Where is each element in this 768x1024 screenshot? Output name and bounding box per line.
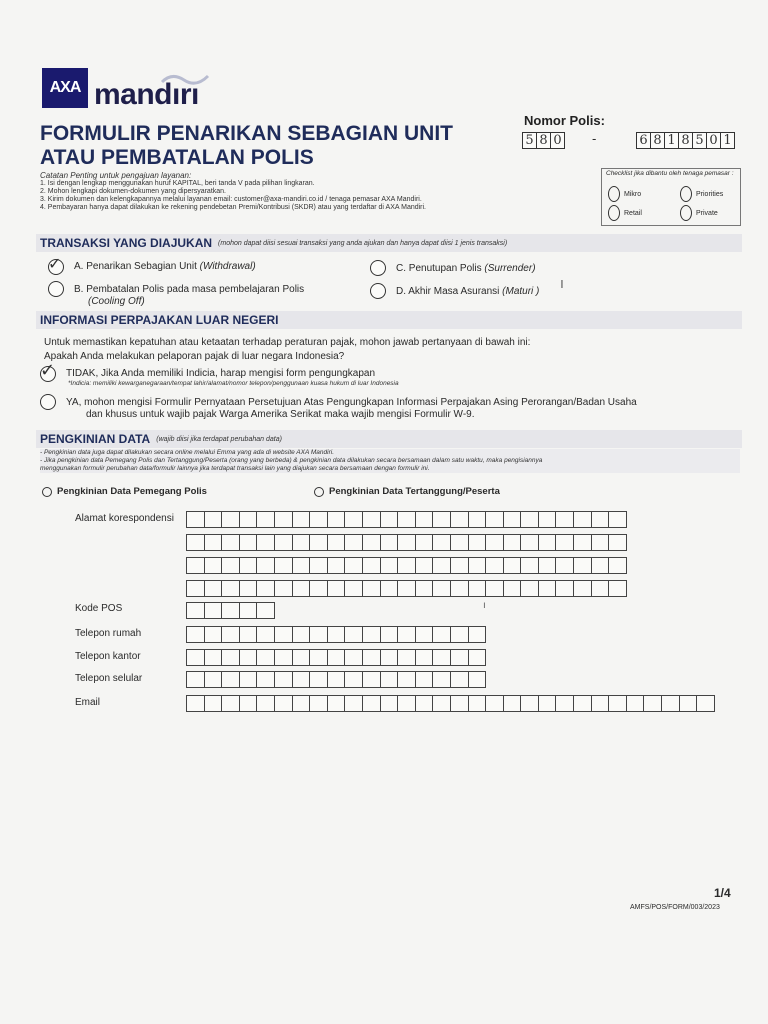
input-cell[interactable] (468, 671, 487, 688)
polis-digit[interactable]: 8 (536, 132, 551, 149)
input-cell[interactable] (503, 557, 522, 574)
input-cell[interactable] (432, 511, 451, 528)
input-cell[interactable] (591, 580, 610, 597)
telepon-kantor-label: Telepon kantor (75, 651, 141, 662)
input-cell[interactable] (415, 580, 434, 597)
input-cell[interactable] (380, 557, 399, 574)
input-cell[interactable] (591, 534, 610, 551)
polis-digit[interactable]: 0 (706, 132, 721, 149)
checklist-priorities[interactable]: Priorities (680, 186, 723, 202)
input-cell[interactable] (555, 695, 574, 712)
input-cell[interactable] (415, 695, 434, 712)
alamat-row-2[interactable] (186, 534, 626, 551)
nomor-polis-group2[interactable] (636, 132, 734, 149)
input-cell[interactable] (397, 557, 416, 574)
tidak-label: TIDAK, Jika Anda memiliki Indicia, harap mengisi form pengungkapan (66, 368, 376, 379)
input-cell[interactable] (520, 695, 539, 712)
input-cell[interactable] (380, 671, 399, 688)
input-cell[interactable] (573, 695, 592, 712)
pajak-intro-2: Apakah Anda melakukan pelaporan pajak di luar negara Indonesia? (44, 351, 345, 362)
input-cell[interactable] (309, 626, 328, 643)
input-cell[interactable] (221, 626, 240, 643)
input-cell[interactable] (380, 649, 399, 666)
input-cell[interactable] (327, 511, 346, 528)
input-cell[interactable] (450, 695, 469, 712)
input-cell[interactable] (204, 671, 223, 688)
section-transaksi: TRANSAKSI YANG DIAJUKAN (mohon dapat diisi sesuai transaksi yang anda ajukan dan hanya dapat diisi 1 jenis transaksi) (36, 234, 742, 252)
input-cell[interactable] (186, 649, 205, 666)
input-cell[interactable] (362, 626, 381, 643)
input-cell[interactable] (239, 671, 258, 688)
mandiri-logo-text: mandırı (94, 78, 199, 111)
input-cell[interactable] (274, 626, 293, 643)
input-cell[interactable] (520, 511, 539, 528)
input-cell[interactable] (309, 534, 328, 551)
input-cell[interactable] (186, 534, 205, 551)
radio-ya[interactable] (40, 394, 56, 410)
pencil-mark: ı (483, 600, 486, 611)
section-pajak: INFORMASI PERPAJAKAN LUAR NEGERI (36, 311, 742, 329)
input-cell[interactable] (415, 649, 434, 666)
input-cell[interactable] (485, 534, 504, 551)
telepon-selular-input[interactable] (186, 671, 485, 688)
email-label: Email (75, 697, 101, 708)
checklist-private[interactable]: Private (680, 205, 718, 221)
polis-digit[interactable]: 5 (522, 132, 537, 149)
nomor-polis-group1[interactable] (522, 132, 564, 149)
alamat-label: Alamat korespondensi (75, 513, 174, 524)
input-cell[interactable] (292, 534, 311, 551)
input-cell[interactable] (608, 695, 627, 712)
input-cell[interactable] (204, 534, 223, 551)
input-cell[interactable] (485, 511, 504, 528)
radio-c-surrender[interactable] (370, 260, 386, 276)
input-cell[interactable] (204, 649, 223, 666)
input-cell[interactable] (274, 557, 293, 574)
oval-checkbox-icon[interactable] (608, 186, 620, 202)
oval-checkbox-icon[interactable] (680, 186, 692, 202)
input-cell[interactable] (274, 649, 293, 666)
polis-digit[interactable]: 0 (550, 132, 565, 149)
input-cell[interactable] (362, 671, 381, 688)
input-cell[interactable] (555, 580, 574, 597)
input-cell[interactable] (327, 534, 346, 551)
input-cell[interactable] (292, 626, 311, 643)
input-cell[interactable] (239, 580, 258, 597)
input-cell[interactable] (380, 511, 399, 528)
nomor-polis-separator: - (592, 131, 597, 146)
input-cell[interactable] (239, 534, 258, 551)
input-cell[interactable] (256, 649, 275, 666)
telepon-selular-label: Telepon selular (75, 673, 143, 684)
input-cell[interactable] (555, 557, 574, 574)
input-cell[interactable] (239, 626, 258, 643)
pengkinian-notes: - Pengkinian data juga dapat dilakukan secara online melalui Emma yang ada di website AXA Mandiri. - Jika pengkinian data Pemegang Polis dan Tertanggung/Peserta (orang yang berbeda) & pengkinian data dilakukan secara bersamaan dalam satu waktu, maka pengisiannya menggunakan formulir perubahan data/formulir lainnya jika terdapat transaksi lain yang diajukan secara bersamaan dengan formulir ini. (40, 449, 740, 473)
input-cell[interactable] (292, 671, 311, 688)
tertanggung-label: Pengkinian Data Tertanggung/Peserta (329, 486, 500, 497)
option-d-label: D. Akhir Masa Asuransi (Maturi ) (396, 286, 540, 297)
input-cell[interactable] (327, 626, 346, 643)
alamat-row-1[interactable] (186, 511, 626, 528)
oval-checkbox-icon[interactable] (680, 205, 692, 221)
input-cell[interactable] (292, 511, 311, 528)
radio-tertanggung[interactable] (314, 487, 324, 497)
checklist-box: Checklist jika dibantu oleh tenaga pemasar : Mikro Retail Priorities Private (601, 168, 741, 226)
input-cell[interactable] (221, 557, 240, 574)
input-cell[interactable] (292, 649, 311, 666)
input-cell[interactable] (327, 695, 346, 712)
input-cell[interactable] (432, 534, 451, 551)
input-cell[interactable] (327, 557, 346, 574)
input-cell[interactable] (239, 649, 258, 666)
input-cell[interactable] (274, 695, 293, 712)
input-cell[interactable] (608, 580, 627, 597)
input-cell[interactable] (608, 534, 627, 551)
input-cell[interactable] (450, 626, 469, 643)
nomor-polis-label: Nomor Polis: (524, 113, 605, 128)
checklist-retail[interactable]: Retail (608, 205, 642, 221)
input-cell[interactable] (450, 671, 469, 688)
input-cell[interactable] (362, 557, 381, 574)
input-cell[interactable] (520, 580, 539, 597)
input-cell[interactable] (362, 534, 381, 551)
polis-digit[interactable]: 8 (650, 132, 665, 149)
input-cell[interactable] (432, 671, 451, 688)
input-cell[interactable] (344, 649, 363, 666)
polis-digit[interactable]: 1 (664, 132, 679, 149)
input-cell[interactable] (256, 695, 275, 712)
input-cell[interactable] (450, 534, 469, 551)
checklist-mikro[interactable]: Mikro (608, 186, 641, 202)
input-cell[interactable] (309, 695, 328, 712)
input-cell[interactable] (186, 557, 205, 574)
oval-checkbox-icon[interactable] (608, 205, 620, 221)
input-cell[interactable] (538, 557, 557, 574)
input-cell[interactable] (380, 534, 399, 551)
input-cell[interactable] (362, 580, 381, 597)
input-cell[interactable] (186, 626, 205, 643)
alamat-row-4[interactable] (186, 580, 626, 597)
form-code: AMFS/POS/FORM/003/2023 (630, 904, 720, 911)
input-cell[interactable] (397, 671, 416, 688)
input-cell[interactable] (186, 580, 205, 597)
input-cell[interactable] (292, 580, 311, 597)
input-cell[interactable] (274, 580, 293, 597)
option-c-label: C. Penutupan Polis (Surrender) (396, 263, 536, 274)
input-cell[interactable] (503, 580, 522, 597)
input-cell[interactable] (239, 511, 258, 528)
input-cell[interactable] (327, 580, 346, 597)
polis-digit[interactable]: 1 (720, 132, 735, 149)
input-cell[interactable] (432, 580, 451, 597)
input-cell[interactable] (555, 534, 574, 551)
input-cell[interactable] (397, 695, 416, 712)
input-cell[interactable] (362, 695, 381, 712)
input-cell[interactable] (432, 695, 451, 712)
input-cell[interactable] (239, 602, 258, 619)
input-cell[interactable] (591, 557, 610, 574)
input-cell[interactable] (415, 626, 434, 643)
input-cell[interactable] (362, 511, 381, 528)
input-cell[interactable] (344, 511, 363, 528)
pajak-intro-1: Untuk memastikan kepatuhan atau ketaatan terhadap peraturan pajak, mohon jawab pertanyaan di bawah ini: (44, 337, 531, 348)
input-cell[interactable] (239, 557, 258, 574)
input-cell[interactable] (450, 580, 469, 597)
input-cell[interactable] (292, 695, 311, 712)
input-cell[interactable] (292, 557, 311, 574)
input-cell[interactable] (485, 695, 504, 712)
input-cell[interactable] (309, 580, 328, 597)
radio-b-cooling-off[interactable] (48, 281, 64, 297)
form-title: FORMULIR PENARIKAN SEBAGIAN UNIT ATAU PEMBATALAN POLIS (40, 122, 453, 169)
input-cell[interactable] (468, 557, 487, 574)
input-cell[interactable] (309, 671, 328, 688)
input-cell[interactable] (186, 602, 205, 619)
input-cell[interactable] (344, 580, 363, 597)
input-cell[interactable] (450, 511, 469, 528)
alamat-row-3[interactable] (186, 557, 626, 574)
input-cell[interactable] (186, 671, 205, 688)
radio-pemegang-polis[interactable] (42, 487, 52, 497)
checkmark-icon: ✓ (48, 254, 62, 273)
input-cell[interactable] (450, 649, 469, 666)
input-cell[interactable] (221, 671, 240, 688)
input-cell[interactable] (468, 626, 487, 643)
section-pengkinian: PENGKINIAN DATA (wajib diisi jika terdapat perubahan data) (36, 430, 742, 448)
input-cell[interactable] (573, 534, 592, 551)
input-cell[interactable] (626, 695, 645, 712)
input-cell[interactable] (555, 511, 574, 528)
input-cell[interactable] (186, 695, 205, 712)
input-cell[interactable] (204, 626, 223, 643)
catatan-penting: Catatan Penting untuk pengajuan layanan: 1. Isi dengan lengkap menggunakan huruf KAPITAL, beri tanda V pada pilihan lingkaran. 2. Mohon lengkapi dokumen-dokumen yang dipersyaratkan. 3. Kirim dokumen dan kelengkapannya melalui layanan email: customer@axa-mandiri.co.id / tenaga pemasar AXA Mandiri. 4. Pembayaran hanya dapat dilakukan ke rekening pendebetan Premi/Kontribusi (SKDR) atau yang terdaftar di AXA Mandiri. (40, 171, 427, 211)
input-cell[interactable] (221, 580, 240, 597)
telepon-rumah-label: Telepon rumah (75, 628, 142, 639)
input-cell[interactable] (344, 557, 363, 574)
input-cell[interactable] (186, 511, 205, 528)
email-input[interactable] (186, 695, 714, 712)
input-cell[interactable] (520, 557, 539, 574)
input-cell[interactable] (256, 626, 275, 643)
input-cell[interactable] (256, 557, 275, 574)
checkmark-icon: ✓ (40, 360, 56, 381)
input-cell[interactable] (485, 580, 504, 597)
input-cell[interactable] (591, 511, 610, 528)
input-cell[interactable] (309, 557, 328, 574)
input-cell[interactable] (221, 649, 240, 666)
input-cell[interactable] (256, 511, 275, 528)
telepon-rumah-input[interactable] (186, 626, 485, 643)
input-cell[interactable] (397, 649, 416, 666)
input-cell[interactable] (520, 534, 539, 551)
input-cell[interactable] (380, 580, 399, 597)
input-cell[interactable] (221, 534, 240, 551)
input-cell[interactable] (503, 534, 522, 551)
input-cell[interactable] (591, 695, 610, 712)
input-cell[interactable] (415, 534, 434, 551)
input-cell[interactable] (538, 695, 557, 712)
input-cell[interactable] (256, 534, 275, 551)
input-cell[interactable] (204, 580, 223, 597)
input-cell[interactable] (573, 511, 592, 528)
input-cell[interactable] (450, 557, 469, 574)
input-cell[interactable] (397, 534, 416, 551)
input-cell[interactable] (432, 649, 451, 666)
kode-pos-label: Kode POS (75, 603, 123, 614)
input-cell[interactable] (538, 534, 557, 551)
input-cell[interactable] (397, 626, 416, 643)
input-cell[interactable] (204, 511, 223, 528)
input-cell[interactable] (661, 695, 680, 712)
input-cell[interactable] (503, 695, 522, 712)
radio-d-maturity[interactable] (370, 283, 386, 299)
input-cell[interactable] (503, 511, 522, 528)
input-cell[interactable] (485, 557, 504, 574)
telepon-kantor-input[interactable] (186, 649, 485, 666)
ya-label-line1: YA, mohon mengisi Formulir Pernyataan Persetujuan Atas Pengungkapan Informasi Perpajakan Asing Perorangan/Badan Usaha (66, 397, 637, 408)
input-cell[interactable] (468, 649, 487, 666)
mandiri-wave-icon (160, 70, 210, 86)
input-cell[interactable] (256, 580, 275, 597)
polis-digit[interactable]: 8 (678, 132, 693, 149)
input-cell[interactable] (256, 671, 275, 688)
input-cell[interactable] (415, 671, 434, 688)
input-cell[interactable] (643, 695, 662, 712)
input-cell[interactable] (344, 626, 363, 643)
input-cell[interactable] (204, 695, 223, 712)
input-cell[interactable] (468, 580, 487, 597)
input-cell[interactable] (221, 695, 240, 712)
input-cell[interactable] (432, 557, 451, 574)
polis-digit[interactable]: 5 (692, 132, 707, 149)
input-cell[interactable] (204, 557, 223, 574)
polis-digit[interactable]: 6 (636, 132, 651, 149)
input-cell[interactable] (679, 695, 698, 712)
input-cell[interactable] (573, 580, 592, 597)
input-cell[interactable] (380, 626, 399, 643)
input-cell[interactable] (344, 671, 363, 688)
input-cell[interactable] (309, 649, 328, 666)
input-cell[interactable] (274, 511, 293, 528)
input-cell[interactable] (608, 511, 627, 528)
input-cell[interactable] (327, 649, 346, 666)
input-cell[interactable] (538, 580, 557, 597)
input-cell[interactable] (432, 626, 451, 643)
input-cell[interactable] (362, 649, 381, 666)
input-cell[interactable] (608, 557, 627, 574)
input-cell[interactable] (221, 511, 240, 528)
indicia-note: *Indicia: memiliki kewarganegaraan/tempat lahir/alamat/nomor telepon/penggunaan kuasa hukum di luar Indonesia (68, 380, 399, 387)
input-cell[interactable] (274, 534, 293, 551)
input-cell[interactable] (415, 557, 434, 574)
pemegang-polis-label: Pengkinian Data Pemegang Polis (57, 486, 207, 497)
input-cell[interactable] (397, 511, 416, 528)
input-cell[interactable] (256, 602, 275, 619)
input-cell[interactable] (344, 534, 363, 551)
input-cell[interactable] (274, 671, 293, 688)
option-b-label: B. Pembatalan Polis pada masa pembelajaran Polis (Cooling Off) (74, 284, 305, 307)
kode-pos-input[interactable] (186, 602, 274, 619)
input-cell[interactable] (538, 511, 557, 528)
input-cell[interactable] (397, 580, 416, 597)
input-cell[interactable] (468, 534, 487, 551)
axa-logo: AXA (42, 68, 88, 108)
input-cell[interactable] (344, 695, 363, 712)
input-cell[interactable] (221, 602, 240, 619)
input-cell[interactable] (468, 695, 487, 712)
input-cell[interactable] (415, 511, 434, 528)
page-number: 1/4 (714, 886, 731, 900)
option-a-label: A. Penarikan Sebagian Unit (Withdrawal) (74, 261, 256, 272)
input-cell[interactable] (696, 695, 715, 712)
input-cell[interactable] (239, 695, 258, 712)
input-cell[interactable] (204, 602, 223, 619)
ya-label-line2: dan khusus untuk wajib pajak Warga Amerika Serikat maka wajib mengisi Formulir W-9. (86, 409, 475, 420)
input-cell[interactable] (327, 671, 346, 688)
input-cell[interactable] (309, 511, 328, 528)
pencil-mark: ı (560, 276, 564, 292)
input-cell[interactable] (468, 511, 487, 528)
input-cell[interactable] (380, 695, 399, 712)
input-cell[interactable] (573, 557, 592, 574)
